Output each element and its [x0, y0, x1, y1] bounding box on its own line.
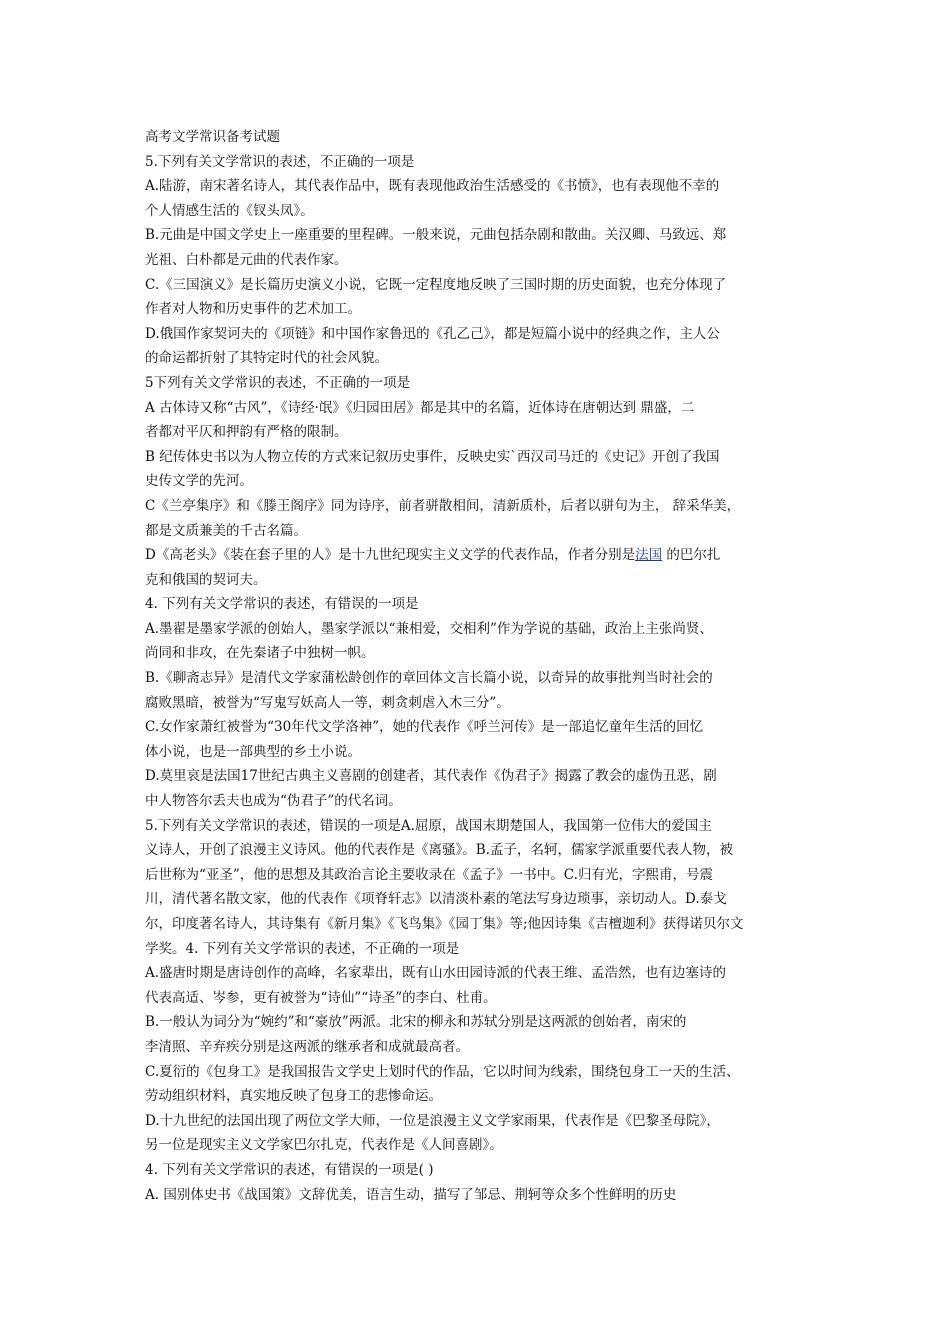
france-link[interactable]: 法国	[635, 547, 663, 564]
text-line: B.元曲是中国文学史上一座重要的里程碑。一般来说，元曲包括杂剧和散曲。关汉卿、马致远、郑	[145, 227, 727, 244]
text-line: C.女作家萧红被誉为“30年代文学洛神”，她的代表作《呼兰河传》是一部追忆童年生活的回忆	[145, 719, 704, 736]
text-line: A. 国别体史书《战国策》文辞优美，语言生动，描写了邹忌、荆轲等众多个性鲜明的历史	[145, 1186, 677, 1203]
text-line: C.夏衍的《包身工》是我国报告文学史上划时代的作品，它以时间为线索，围绕包身工一天的生活、	[145, 1063, 740, 1080]
text-line: 光祖、白朴都是元曲的代表作家。	[145, 251, 348, 268]
text-line: 的命运都折射了其特定时代的社会风貌。	[145, 350, 388, 367]
text-line: 后世称为“亚圣”，他的思想及其政治言论主要收录在《孟子》一书中。C.归有光，字熙甫，号震	[145, 866, 713, 883]
text-line: C《兰亭集序》和《滕王阁序》同为诗序，前者骈散相间，清新质朴，后者以骈句为主， 辞采华美，	[145, 497, 741, 514]
text-line: A.盛唐时期是唐诗创作的高峰，名家辈出，既有山水田园诗派的代表王维、孟浩然，也有边塞诗的	[145, 965, 727, 982]
question-block-5	[145, 961, 810, 1158]
text-line: 代表高适、岑参，更有被誉为“诗仙”“诗圣”的李白、杜甫。	[145, 989, 497, 1006]
text-line: C.《三国演义》是长篇历史演义小说，它既一定程度地反映了三国时期的历史面貌，也充分体现了	[145, 276, 727, 293]
question-block-4	[145, 814, 810, 962]
text-line: D.莫里哀是法国17世纪古典主义喜剧的创建者，其代表作《伪君子》揭露了教会的虚伪丑恶，剧	[145, 768, 717, 785]
text-line: 体小说，也是一部典型的乡土小说。	[145, 743, 361, 760]
text-span: 的巴尔扎	[662, 547, 721, 564]
text-line: B 纪传体史书以为人物立传的方式来记叙历史事件，反映史实`西汉司马迁的《史记》开创了我国	[145, 448, 720, 465]
text-line: 另一位是现实主义文学家巴尔扎克，代表作是《人间喜剧》。	[145, 1137, 503, 1154]
question-block-6	[145, 1158, 810, 1207]
text-line: A.陆游，南宋著名诗人，其代表作品中，既有表现他政治生活感受的《书愤》，也有表现他不幸的	[145, 178, 720, 195]
text-line: 5.下列有关文学常识的表述，不正确的一项是	[145, 153, 415, 170]
text-line: 史传文学的先河。	[145, 473, 253, 490]
document-title: 高考文学常识备考试题	[145, 129, 280, 145]
text-line: 学奖。4. 下列有关文学常识的表述，不正确的一项是	[145, 940, 460, 957]
text-line: 尔，印度著名诗人，其诗集有《新月集》《飞鸟集》《园丁集》等;他因诗集《吉檀迦利》获得诺贝尔文	[145, 916, 744, 932]
text-line: 义诗人，开创了浪漫主义诗风。他的代表作是《离骚》。B.孟子，名轲，儒家学派重要代表人物，被	[145, 842, 733, 859]
text-line: 中人物答尔丢夫也成为“伪君子”的代名词。	[145, 793, 402, 810]
text-line: 4. 下列有关文学常识的表述，有错误的一项是( )	[145, 1161, 434, 1178]
text-line: 个人情感生活的《钗头凤》。	[145, 202, 314, 219]
text-line: B.一般认为词分为“婉约”和“豪放”两派。北宋的柳永和苏轼分别是这两派的创始者，南宋的	[145, 1014, 687, 1031]
question-block-2	[145, 371, 810, 592]
text-line: 李清照、辛弃疾分别是这两派的继承者和成就最高者。	[145, 1038, 469, 1055]
text-line: A.墨翟是墨家学派的创始人，墨家学派以“兼相爱，交相利”作为学说的基础，政治上主张尚贤、	[145, 620, 713, 637]
text-line: 尚同和非攻，在先秦诸子中独树一帜。	[145, 645, 375, 662]
text-line: 作者对人物和历史事件的艺术加工。	[145, 301, 361, 318]
text-line: 者都对平仄和押韵有严格的限制。	[145, 424, 348, 441]
text-span: D《高老头》《装在套子里的人》是十九世纪现实主义文学的代表作品，作者分别是	[145, 547, 636, 564]
question-block-3	[145, 592, 810, 813]
text-line: 克和俄国的契诃夫。	[145, 571, 267, 588]
question-block-1	[145, 150, 810, 371]
text-line: 5.下列有关文学常识的表述，错误的一项是A.屈原，战国末期楚国人，我国第一位伟大的爱国主	[145, 817, 712, 834]
text-line: 都是文质兼美的千古名篇。	[145, 522, 307, 539]
text-line: 川，清代著名散文家，他的代表作《项脊轩志》以清淡朴素的笔法写身边琐事，亲切动人。D.泰戈	[145, 891, 727, 908]
text-line: A 古体诗又称“古风”，《诗经·氓》《归园田居》都是其中的名篇，近体诗在唐朝达到 鼎盛，二	[145, 399, 695, 416]
document-page	[145, 125, 810, 1207]
text-line: B.《聊斋志异》是清代文学家蒲松龄创作的章回体文言长篇小说，以奇异的故事批判当时社会的	[145, 670, 713, 687]
text-line: 4. 下列有关文学常识的表述，有错误的一项是	[145, 596, 419, 613]
text-line: 劳动组织材料，真实地反映了包身工的悲惨命运。	[145, 1088, 442, 1105]
text-line: D.十九世纪的法国出现了两位文学大师，一位是浪漫主义文学家雨果，代表作是《巴黎圣母院》，	[145, 1112, 720, 1129]
text-line: 5下列有关文学常识的表述，不正确的一项是	[145, 374, 411, 391]
text-line: D.俄国作家契诃夫的《项链》和中国作家鲁迅的《孔乙己》，都是短篇小说中的经典之作，主人公	[145, 325, 720, 342]
text-line-with-link	[145, 543, 810, 568]
text-line: 腐败黑暗，被誉为“写鬼写妖高人一等，刺贪刺虐入木三分”。	[145, 694, 510, 711]
